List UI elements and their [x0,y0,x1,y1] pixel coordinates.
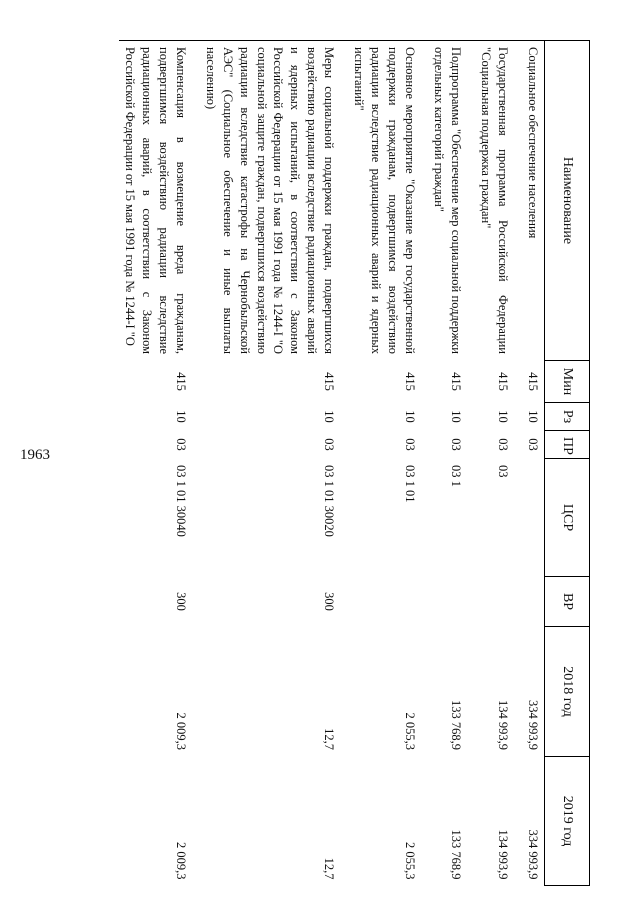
table-row [199,41,347,886]
table-row [119,41,200,886]
table-row [347,41,428,886]
header-vr: ВР [545,577,590,627]
row-vr [347,577,428,627]
row-2019: 2 009,3 [174,842,189,880]
row-csr: 03 1 01 30020 [322,465,337,537]
row-name: Подпрограмма "Обеспечение мер социальной поддержки отдельных категорий граждан" [428,41,475,361]
row-min: 415 [174,372,189,391]
row-rz: 10 [496,410,511,423]
row-name: Основное мероприятие "Оказание мер государственной поддержки гражданам, подвергшимся воздействию радиации вследствие радиационных аварий и ядерных испытаний" [347,41,428,361]
row-2019: 334 993,9 [526,829,540,880]
table-row [521,41,544,886]
page-number: 1963 [20,447,50,463]
rotated-budget-table-page [62,40,590,885]
row-2018: 133 768,9 [449,700,464,750]
row-pr: 03 [322,438,337,451]
row-min: 415 [322,372,337,391]
row-2019: 134 993,9 [496,829,511,880]
row-2018: 12,7 [322,728,337,750]
row-vr: 300 [174,592,189,611]
row-pr: 03 [526,438,540,451]
row-vr [474,577,521,627]
row-csr [521,459,544,577]
budget-table [119,40,590,886]
row-pr: 03 [449,438,464,451]
row-name: Государственная программа Российской Федерации "Социальная поддержка граждан" [474,41,521,361]
row-min: 415 [526,372,540,391]
row-min: 415 [402,372,417,391]
row-rz: 10 [402,410,417,423]
row-vr [521,577,544,627]
row-csr: 03 1 [449,465,464,487]
row-2018: 2 055,3 [402,712,417,750]
row-rz: 10 [449,410,464,423]
row-csr: 03 1 01 30040 [174,465,189,537]
header-pr: ПР [545,431,590,459]
row-min: 415 [496,372,511,391]
row-rz: 10 [322,410,337,423]
header-csr: ЦСР [545,459,590,577]
header-rz: Рз [545,403,590,431]
row-2018: 134 993,9 [496,700,511,750]
row-2018: 2 009,3 [174,712,189,750]
header-2018: 2018 год [545,627,590,757]
row-vr: 300 [322,592,337,611]
row-2019: 133 768,9 [449,829,464,880]
header-row [545,41,590,886]
row-name: Социальное обеспечение населения [521,41,544,361]
row-vr [428,577,475,627]
table-row [474,41,521,886]
row-min: 415 [449,372,464,391]
row-pr: 03 [402,438,417,451]
row-rz: 10 [526,410,540,423]
row-csr: 03 1 01 [402,465,417,503]
table-row [428,41,475,886]
row-2019: 12,7 [322,857,337,880]
header-min: Мин [545,361,590,403]
header-2019: 2019 год [545,757,590,886]
header-name: Наименование [545,41,590,361]
row-rz: 10 [174,410,189,423]
row-pr: 03 [174,438,189,451]
row-2018: 334 993,9 [526,700,540,750]
row-csr: 03 [496,465,511,478]
row-2019: 2 055,3 [402,842,417,880]
row-pr: 03 [496,438,511,451]
row-name: Меры социальной поддержки граждан, подвергшихся воздействию радиации вследствие радиационных аварий и ядерных испытаний, в соответствии с Законом Российской Федерации от 15 мая 1991 года № 1244-I "О социальной защите граждан, подвергшихся воздействию радиации вследствие катастрофы на Чернобыльской АЭС" (Социальное обеспечение и иные выплаты населению) [199,41,347,361]
row-name: Компенсация в возмещение вреда гражданам, подвергшимся воздействию радиации вследствие радиационных аварий, в соответствии с Законом Российской Федерации от 15 мая 1991 года № 1244-I "О [119,41,200,361]
